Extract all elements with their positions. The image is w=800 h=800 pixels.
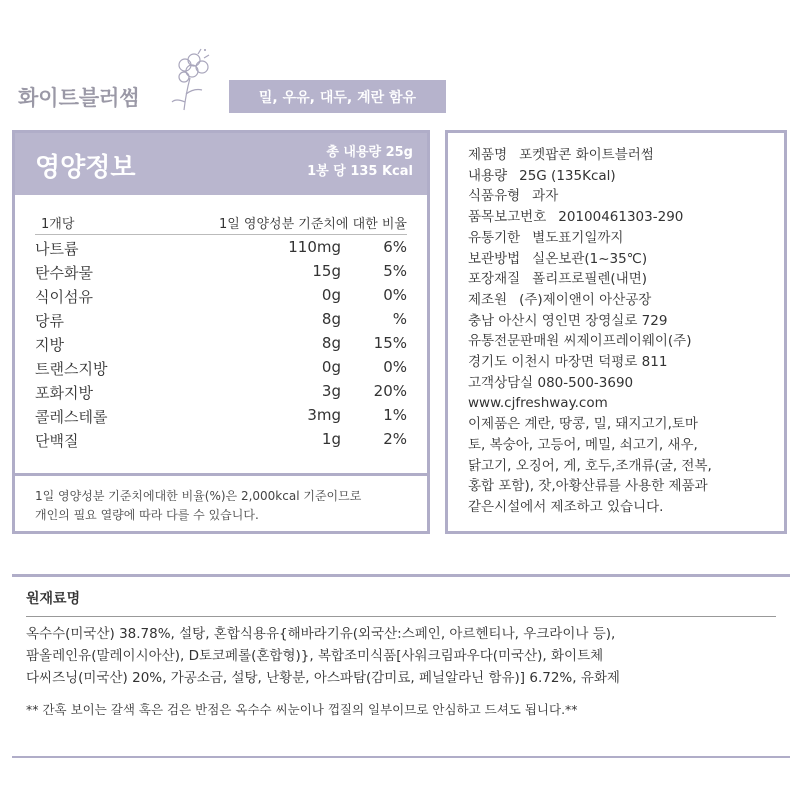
standard-label: 1일 영양성분 기준치에 대한 비율	[218, 217, 407, 232]
field-value: 포켓팝콘 화이트블러썸	[519, 147, 654, 163]
field-label: 내용량	[468, 167, 508, 184]
nutrient-percent: 15%	[373, 334, 407, 352]
website-link[interactable]: www.cjfreshway.com	[468, 395, 608, 412]
allergy-line: 같은시설에서 제조하고 있습니다.	[468, 498, 664, 515]
product-field	[468, 249, 768, 270]
nutrient-row	[15, 259, 427, 283]
product-field	[468, 228, 768, 249]
distributor: 유통전문판매원 씨제이프레이웨이(주)	[468, 333, 692, 350]
ingredients-text	[26, 623, 778, 689]
nutrient-name: 식이섬유	[35, 288, 93, 306]
field-label: 제조원	[468, 291, 508, 308]
nutrition-table	[15, 195, 427, 451]
nutrition-header	[15, 133, 427, 195]
field-value: (주)제이앤이 아산공장	[519, 291, 652, 308]
field-label: 보관방법	[468, 250, 521, 267]
field-label: 식품유형	[468, 188, 521, 205]
field-label: 제품명	[468, 147, 508, 163]
nutrient-amount: 0g	[321, 286, 341, 304]
product-field	[468, 290, 768, 311]
divider	[12, 756, 790, 758]
nutrient-percent: 6%	[383, 238, 407, 256]
nutrition-note	[35, 487, 415, 525]
ingredients-line: 팜올레인유(말레이시아산), D토코페롤(혼합형)}, 복합조미식품[사워크림파우다(미국산), 화이트체	[26, 648, 604, 664]
nutrition-panel	[12, 130, 430, 534]
nutrition-summary	[307, 143, 413, 181]
ingredients-note: ** 간혹 보이는 갈색 혹은 검은 반점은 옥수수 씨눈이나 껍질의 일부이므로 안심하고 드셔도 됩니다.**	[26, 702, 578, 717]
nutrient-percent: 0%	[383, 286, 407, 304]
nutrient-row	[15, 355, 427, 379]
nutrient-name: 지방	[35, 336, 64, 354]
nutrient-percent: 1%	[383, 406, 407, 424]
nutrient-row	[15, 403, 427, 427]
ingredients-title: 원재료명	[26, 591, 81, 607]
ingredients-section	[12, 574, 790, 774]
nutrient-percent: 20%	[373, 382, 407, 400]
nutrient-row	[15, 235, 427, 259]
nutrient-amount: 110mg	[288, 238, 341, 256]
field-label: 포장재질	[468, 271, 521, 288]
product-field	[468, 145, 768, 166]
nutrient-amount: 1g	[321, 430, 341, 448]
nutrient-name: 단백질	[35, 432, 79, 450]
distributor-address: 경기도 이천시 마장면 덕평로 811	[468, 354, 668, 371]
nutrient-row	[15, 331, 427, 355]
header	[14, 38, 454, 118]
serving-label: 1개당	[41, 217, 75, 232]
nutrient-row	[15, 379, 427, 403]
field-value: 20100461303-290	[558, 209, 684, 226]
field-value: 25G (135Kcal)	[519, 167, 616, 184]
field-value: 실온보관(1~35℃)	[532, 250, 648, 267]
nutrient-row	[15, 283, 427, 307]
nutrient-percent: %	[392, 310, 407, 328]
allergy-line: 닭고기, 오징어, 게, 호두,조개류(굴, 전복,	[468, 457, 712, 474]
nutrient-name: 포화지방	[35, 384, 93, 402]
nutrient-percent: 2%	[383, 430, 407, 448]
nutrient-amount: 15g	[312, 262, 341, 280]
nutrient-amount: 0g	[321, 358, 341, 376]
nutrient-amount: 3mg	[307, 406, 341, 424]
nutrient-amount: 8g	[321, 334, 341, 352]
field-value: 폴리프로필렌(내면)	[532, 271, 648, 288]
per-serving-kcal: 1봉 당 135 Kcal	[307, 164, 413, 179]
allergen-badge: 밀, 우유, 대두, 계란 함유	[229, 80, 446, 113]
customer-phone: 고객상담실 080-500-3690	[468, 374, 634, 391]
allergy-line: 홍합 포함), 잣,아황산류를 사용한 제품과	[468, 478, 708, 495]
field-value: 별도표기일까지	[532, 229, 624, 246]
note-divider	[15, 473, 427, 476]
ingredients-line: 옥수수(미국산) 38.78%, 설탕, 혼합식용유{해바라기유(외국산:스페인, 아르헨티나, 우크라이나 등),	[26, 626, 616, 642]
nutrient-percent: 0%	[383, 358, 407, 376]
divider	[12, 574, 790, 577]
ingredients-line: 다씨즈닝(미국산) 20%, 가공소금, 설탕, 난황분, 아스파탐(감미료, 페닐알라닌 함유)] 6.72%, 유화제	[26, 670, 620, 686]
manufacturer-address: 충남 아산시 영인면 장영실로 729	[468, 312, 668, 329]
product-field	[468, 166, 768, 187]
nutrient-name: 나트륨	[35, 240, 79, 258]
product-info-body	[468, 145, 768, 518]
product-info-panel	[445, 130, 787, 534]
nutrient-row	[15, 307, 427, 331]
nutrient-name: 탄수화물	[35, 264, 93, 282]
product-field	[468, 207, 768, 228]
nutrient-name: 당류	[35, 312, 64, 330]
field-label: 품목보고번호	[468, 209, 547, 226]
note-line: 개인의 필요 열량에 따라 다를 수 있습니다.	[35, 508, 259, 522]
nutrition-table-header	[15, 195, 427, 235]
nutrient-row	[15, 427, 427, 451]
brand-title: 화이트블러썸	[18, 86, 140, 110]
nutrient-name: 트랜스지방	[35, 360, 108, 378]
nutrition-title: 영양정보	[35, 153, 136, 183]
product-field	[468, 186, 768, 207]
total-content: 총 내용량 25g	[326, 145, 413, 160]
nutrient-percent: 5%	[383, 262, 407, 280]
flower-icon	[164, 38, 224, 118]
divider	[26, 616, 776, 617]
product-field	[468, 269, 768, 290]
allergy-line: 토, 복숭아, 고등어, 메밀, 쇠고기, 새우,	[468, 436, 698, 453]
nutrient-name: 콜레스테롤	[35, 408, 108, 426]
nutrient-amount: 8g	[321, 310, 341, 328]
field-label: 유통기한	[468, 229, 521, 246]
allergy-line: 이제품은 계란, 땅콩, 밀, 돼지고기,토마	[468, 416, 698, 433]
nutrient-amount: 3g	[321, 382, 341, 400]
note-line: 1일 영양성분 기준치에대한 비율(%)은 2,000kcal 기준이므로	[35, 489, 362, 503]
field-value: 과자	[532, 188, 559, 205]
